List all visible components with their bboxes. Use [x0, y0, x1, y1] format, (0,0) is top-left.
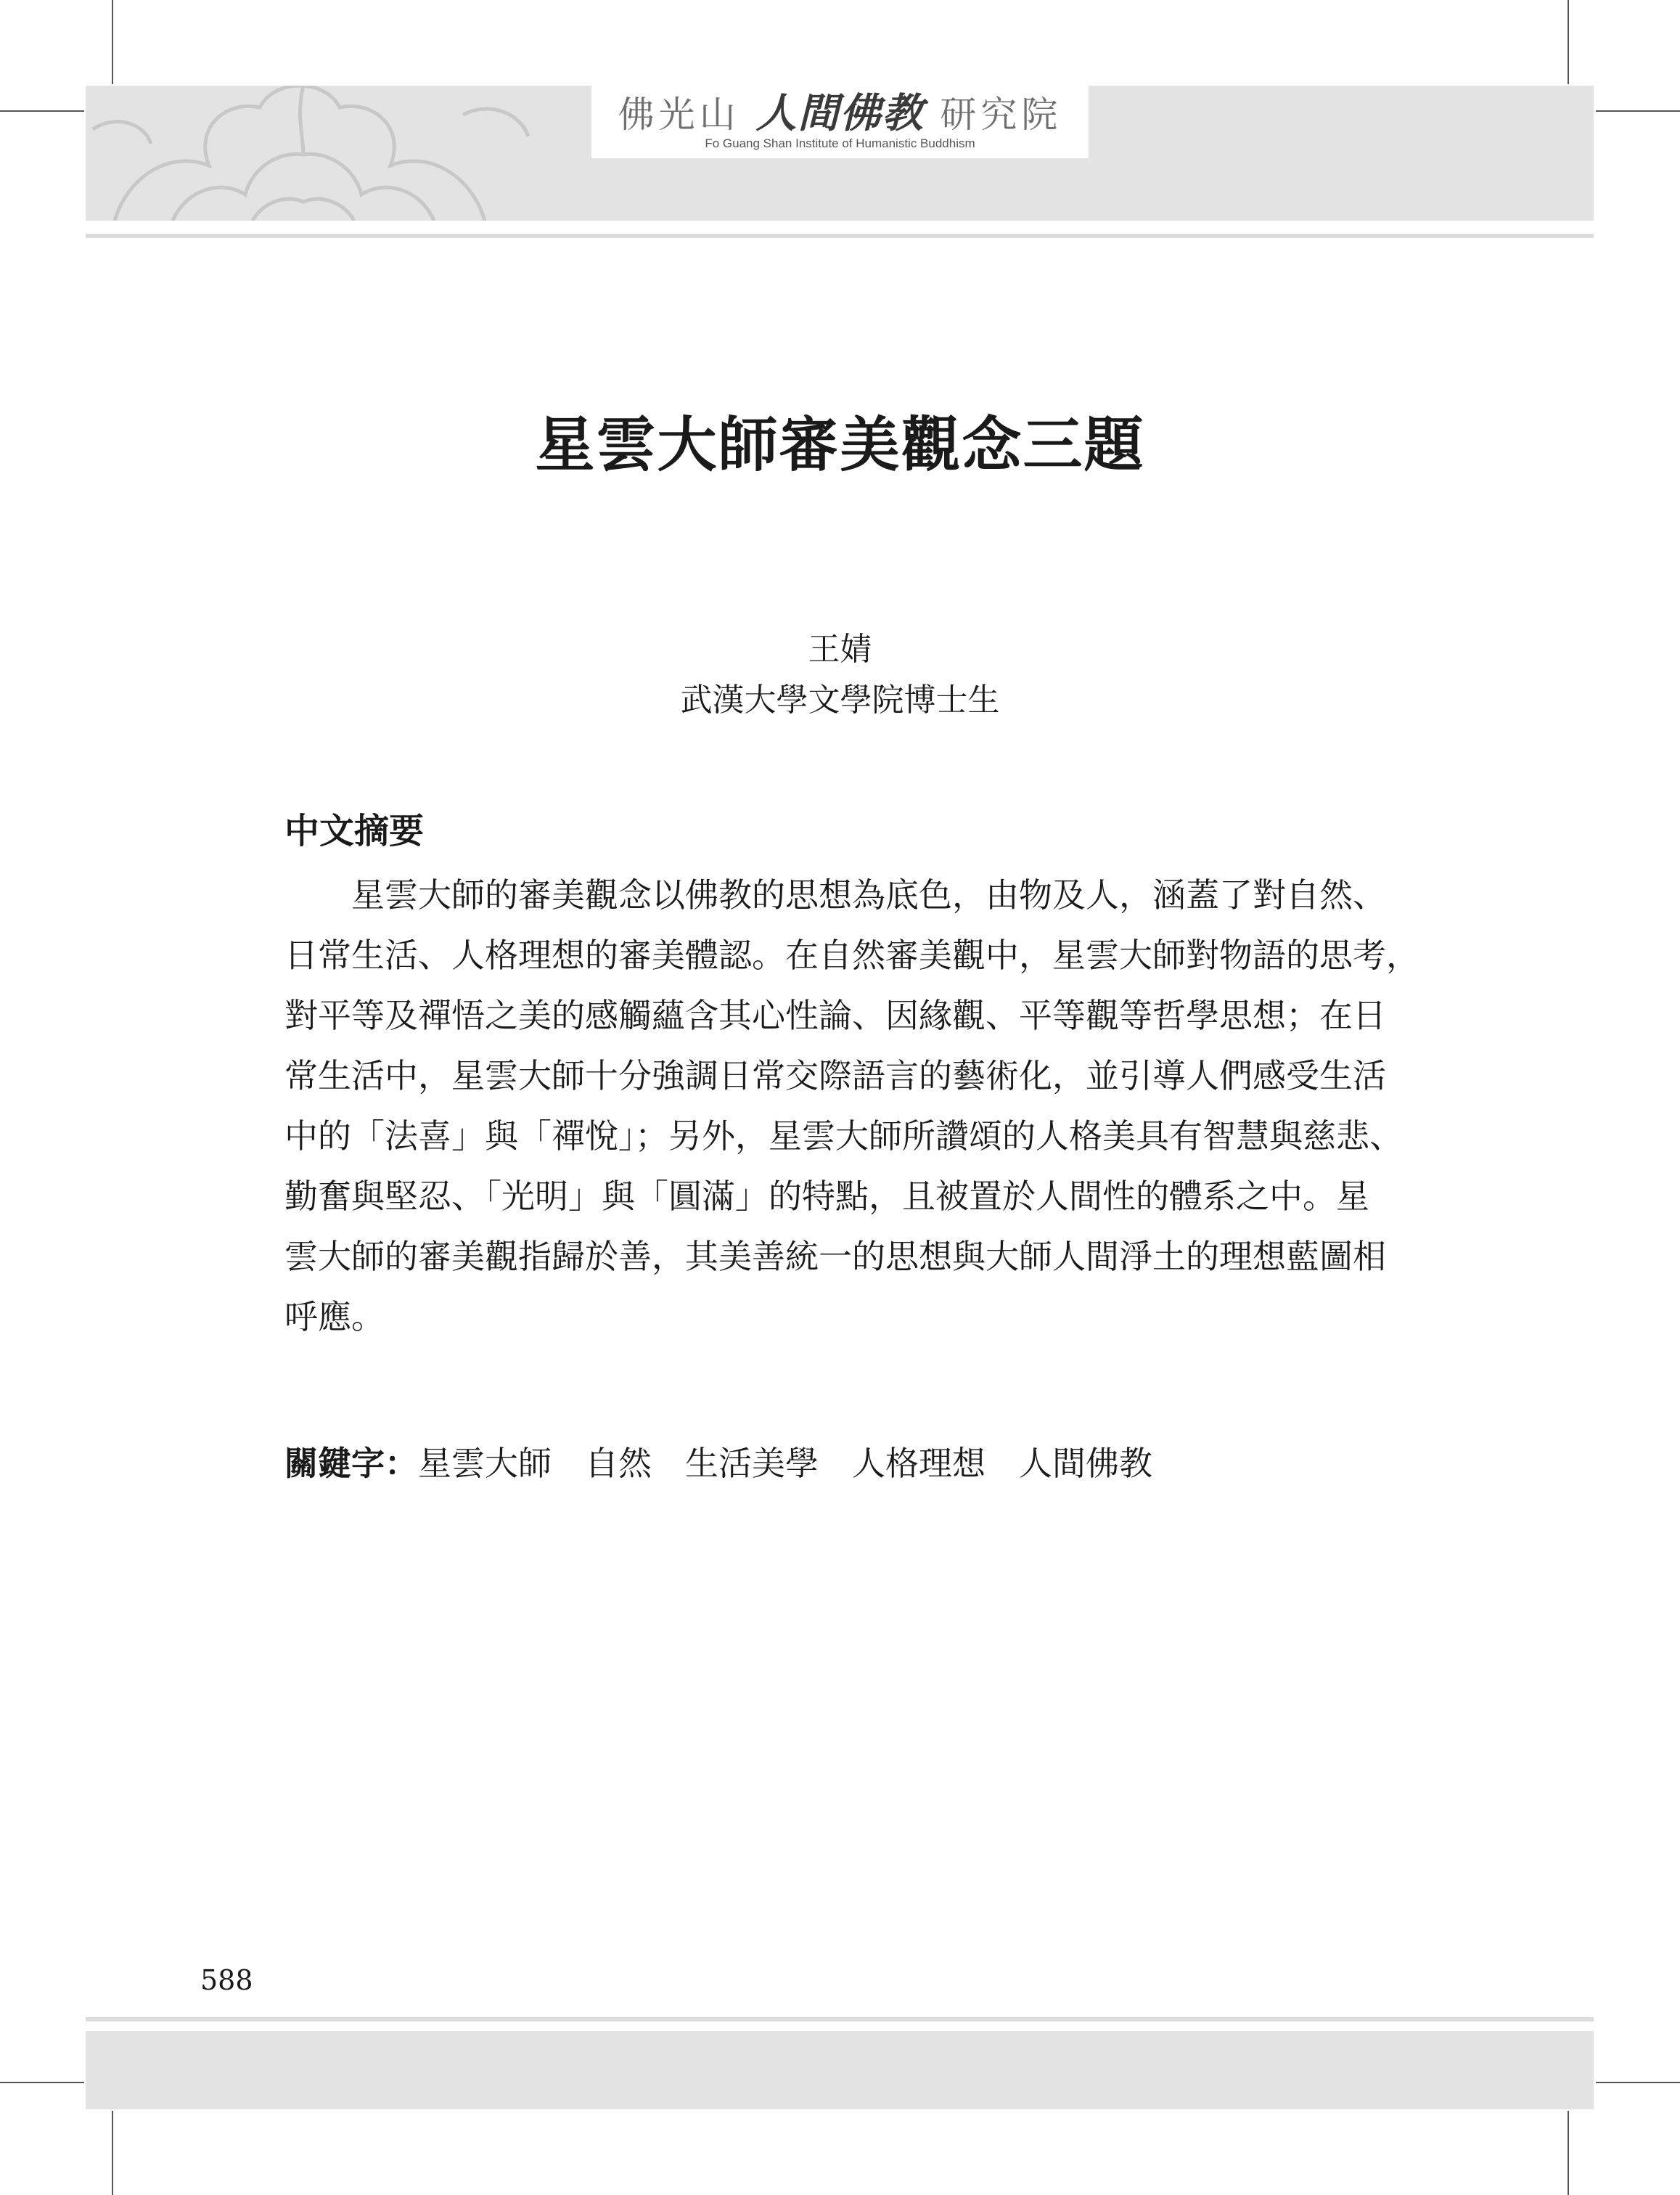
abstract-heading: 中文摘要: [284, 811, 425, 851]
lotus-ornament-icon: [86, 86, 536, 221]
logo-script: 人間佛教: [755, 89, 925, 137]
crop-mark: [112, 2111, 113, 2195]
keywords: [284, 1437, 1186, 1485]
abstract-line: 常生活中，星雲大師十分強調日常交際語言的藝術化，並引導人們感受生活: [284, 1056, 1386, 1095]
footer-band: [86, 2031, 1594, 2109]
abstract-line: 星雲大師的審美觀念以佛教的思想為底色，由物及人，涵蓋了對自然、: [351, 875, 1386, 915]
crop-mark: [0, 110, 84, 112]
keywords-label: 關鍵字：: [284, 1444, 418, 1483]
abstract-line: 呼應。: [284, 1297, 385, 1336]
logo-suffix: 研究院: [940, 94, 1062, 136]
crop-mark: [1596, 110, 1680, 112]
keyword: 人間佛教: [1019, 1444, 1152, 1483]
abstract-line: 中的「法喜」與「禪悅」；另外，星雲大師所讚頌的人格美具有智慧與慈悲、: [284, 1116, 1403, 1156]
header-divider: [86, 234, 1594, 238]
abstract-body: [284, 865, 1419, 1347]
keyword: 生活美學: [685, 1444, 819, 1483]
author-affiliation: 武漢大學文學院博士生: [680, 682, 1000, 719]
abstract-line: 勤奮與堅忍、「光明」與「圓滿」的特點，且被置於人間性的體系之中。星: [284, 1177, 1369, 1216]
crop-mark: [112, 0, 113, 84]
keyword: 人格理想: [852, 1444, 986, 1483]
author-name: 王婧: [808, 631, 872, 668]
logo-prefix: 佛光山: [618, 94, 740, 136]
article-title: 星雲大師審美觀念三題: [535, 410, 1145, 480]
footer-divider: [86, 2017, 1594, 2022]
page-number: 588: [200, 1964, 253, 1996]
institute-logo: [591, 86, 1089, 158]
abstract-line: 日常生活、人格理想的審美體認。在自然審美觀中，星雲大師對物語的思考，: [284, 936, 1419, 975]
abstract-line: 雲大師的審美觀指歸於善，其美善統一的思想與大師人間淨土的理想藍圖相: [284, 1237, 1386, 1276]
keyword: 星雲大師: [418, 1444, 552, 1483]
crop-mark: [1568, 2111, 1569, 2195]
crop-mark: [1596, 2082, 1680, 2083]
abstract-line: 對平等及禪悟之美的感觸蘊含其心性論、因緣觀、平等觀等哲學思想；在日: [284, 996, 1386, 1035]
crop-mark: [0, 2082, 84, 2083]
crop-mark: [1568, 0, 1569, 84]
logo-subtitle: Fo Guang Shan Institute of Humanistic Buddhism: [705, 136, 975, 150]
keyword: 自然: [585, 1444, 652, 1483]
